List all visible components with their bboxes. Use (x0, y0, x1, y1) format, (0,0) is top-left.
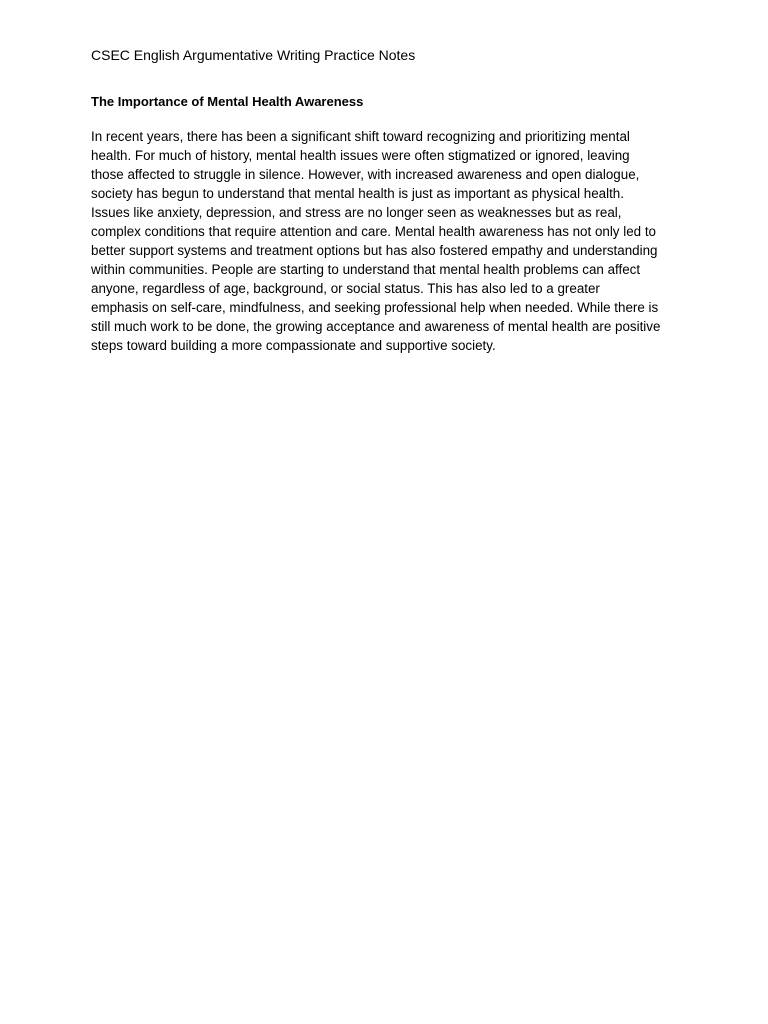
document-title: CSEC English Argumentative Writing Practice Notes (91, 47, 416, 63)
essay-heading: The Importance of Mental Health Awareness (91, 94, 364, 109)
paragraph-line: those affected to struggle in silence. However, with increased awareness and open dialogue, (91, 167, 640, 182)
paragraph-line: complex conditions that require attention and care. Mental health awareness has not only led to (91, 224, 656, 239)
paragraph-line: society has begun to understand that mental health is just as important as physical health. (91, 186, 624, 201)
essay-paragraph (91, 127, 691, 355)
paragraph-line: still much work to be done, the growing acceptance and awareness of mental health are positive (91, 319, 661, 334)
paragraph-line: In recent years, there has been a significant shift toward recognizing and prioritizing mental (91, 129, 630, 144)
paragraph-line: emphasis on self-care, mindfulness, and seeking professional help when needed. While there is (91, 300, 659, 315)
paragraph-line: better support systems and treatment options but has also fostered empathy and understanding (91, 243, 658, 258)
paragraph-line: anyone, regardless of age, background, or social status. This has also led to a greater (91, 281, 600, 296)
paragraph-line: health. For much of history, mental health issues were often stigmatized or ignored, leaving (91, 148, 630, 163)
paragraph-line: within communities. People are starting to understand that mental health problems can affect (91, 262, 641, 277)
paragraph-line: Issues like anxiety, depression, and stress are no longer seen as weaknesses but as real, (91, 205, 622, 220)
paragraph-line: steps toward building a more compassionate and supportive society. (91, 338, 496, 353)
